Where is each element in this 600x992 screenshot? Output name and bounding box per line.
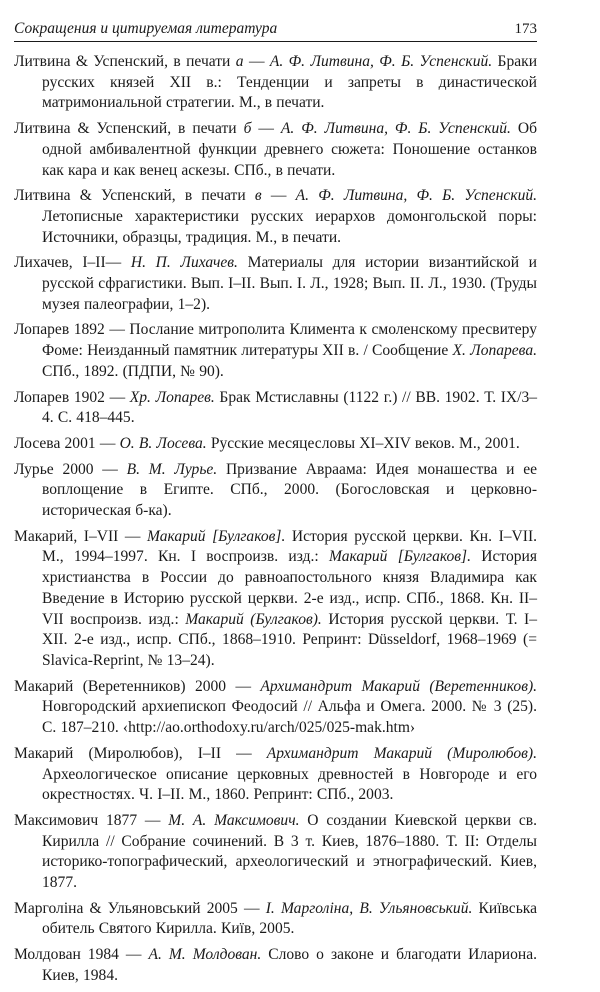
entry-author: Хр. Лопарев. [129, 388, 215, 406]
entry-author: А. Ф. Литвина, Ф. Б. Успенский. [269, 53, 493, 70]
bibliography-entry [14, 811, 537, 894]
entry-dash: — [261, 187, 296, 205]
entry-dash: — [118, 527, 148, 545]
entry-author: А. М. Молдован. [148, 946, 262, 964]
bibliography-entry [14, 945, 537, 986]
entry-text: Призвание Авраама: Идея монашества и ее воплощение в Египте. СПб., 2000. (Богословская и церковно-историческая б-ка). [42, 460, 537, 520]
bibliography-entry [14, 460, 537, 522]
entry-key-letter: а [235, 53, 244, 70]
entry-dash: — [118, 946, 149, 964]
entry-key: Лопарев 1902 [14, 388, 105, 406]
entry-author: Макарий [Булгаков]. [147, 527, 286, 545]
bibliography-entry [14, 744, 537, 806]
entry-author: Архимандрит Макарий (Веретенников). [260, 677, 538, 695]
entry-dash: — [105, 254, 131, 272]
entry-dash: — [251, 120, 281, 138]
bibliography-entry [14, 434, 537, 455]
bibliography-entry [14, 320, 537, 382]
entry-text: О создании Киевской церкви св. Кирилла // Собрание сочинений. В 3 т. Киев, 1876–1880. Т. II: Отделы историко-топографический, археологический и этнографический. Киев, 1877. [42, 811, 538, 892]
entry-text: Брак Мстиславны (1122 г.) // ВВ. 1902. Т. IX/3–4. С. 418–445. [42, 388, 537, 427]
entry-dash: — [237, 899, 266, 917]
entry-key-letter: б [243, 120, 252, 138]
entry-dash: — [137, 811, 169, 829]
entry-key: Лопарев 1892 [14, 321, 105, 339]
running-head [14, 12, 537, 42]
entry-key: Литвина & Успенский, в печати [14, 120, 244, 138]
entry-key-letter: в [254, 187, 262, 205]
entry-text: Материалы для истории византийской и русской сфрагистики. Вып. I–II. Вып. I. Л., 1928; Вып. II. Л., 1930. (Труды музея палеографии, 1–2). [42, 254, 538, 313]
entry-text: История русской церкви. Кн. I–VII. М., 1994–1997. Кн. I воспроизв. изд.: [42, 527, 538, 566]
entry-key: Макарий (Веретенников) 2000 [14, 677, 227, 695]
entry-dash: — [221, 744, 267, 762]
bibliography-entry [14, 186, 537, 248]
entry-text: Об одной амбивалентной функции древнего сюжета: Поношение останков как кара и как венец аскезы. СПб., в печати. [42, 120, 538, 179]
entry-text: Слово о законе и благодати Илариона. Киев, 1984. [42, 946, 537, 984]
bibliography-entry [14, 52, 537, 114]
entry-author: Х. Лопарева. [452, 342, 537, 360]
bibliography-entry [14, 253, 537, 315]
bibliography-list [14, 52, 537, 987]
entry-dash: — [95, 434, 120, 452]
entry-author: В. М. Лурье. [126, 460, 218, 478]
entry-dash: — [93, 460, 127, 478]
entry-key: Марголіна & Ульяновський 2005 [14, 899, 238, 917]
entry-author: О. В. Лосева. [119, 434, 207, 452]
entry-text: Археологическое описание церковных древностей в Новгороде и его окрестностях. Ч. I–II. М., 1860. Репринт: СПб., 2003. [42, 765, 537, 804]
entry-key: Литвина & Успенский, в печати [14, 187, 255, 205]
entry-text: Новгородский архиепископ Феодосий // Альфа и Омега. 2000. № 3 (25). С. 187–210. ‹http://ao.orthodoxy.ru/arch/025/025-mak.htm› [42, 698, 537, 737]
page-number: 173 [514, 21, 537, 37]
running-head-title: Сокращения и цитируемая литература [14, 20, 278, 37]
entry-text: Летописные характеристики русских иерархов домонгольской поры: Источники, образцы, традиция. М., в печати. [42, 207, 537, 246]
entry-key: Литвина & Успенский, в печати [14, 53, 236, 70]
entry-key: Максимович 1877 [14, 811, 138, 829]
entry-key: Макарий (Миролюбов), I–II [14, 744, 222, 762]
entry-author: Макарий [Булгаков]. [328, 548, 471, 566]
bibliography-entry [14, 527, 537, 672]
entry-text: СПб., 1892. (ПДПИ, № 90). [42, 362, 224, 380]
entry-dash: — [243, 53, 270, 70]
entry-dash: — [104, 321, 130, 339]
entry-dash: — [104, 388, 130, 406]
entry-text: Київська обитель Святого Кирилла. Київ, 2005. [42, 899, 537, 938]
entry-key: Молдован 1984 [14, 946, 119, 964]
bibliography-entry [14, 119, 537, 181]
bibliography-entry [14, 388, 537, 429]
entry-key: Лосева 2001 [14, 434, 96, 452]
entry-author: І. Марголіна, В. Ульяновський. [265, 899, 473, 917]
entry-text: Браки русских князей XII в.: Тенденции и запреты в династической матримониальной стратегии. М., в печати. [42, 53, 538, 112]
entry-dash: — [226, 677, 261, 695]
entry-key: Лурье 2000 [14, 460, 94, 478]
entry-text: История русской церкви. Т. I–XII. 2-е изд., испр. СПб., 1868–1910. Репринт: Düsseldorf, 1968–1969 (= Slavica-Reprint, № 13–24). [42, 610, 537, 669]
entry-text: Послание митрополита Климента к смоленскому пресвитеру Фоме: Неизданный памятник литературы XII в. / Сообщение [42, 321, 537, 360]
entry-author: Архимандрит Макарий (Миролюбов). [266, 744, 537, 762]
entry-text: История христианства в России до равноапостольного князя Владимира как Введение в Историю русской церкви. 2-е изд., испр. СПб., 1868. Кн. II–VII воспроизв. изд.: [42, 548, 538, 628]
entry-author: М. А. Максимович. [168, 811, 300, 829]
entry-author: Макарий (Булгаков). [185, 610, 322, 628]
document-page [14, 12, 537, 992]
entry-text: Русские месяцесловы XI–XIV веков. М., 2001. [206, 434, 520, 452]
entry-author: А. Ф. Литвина, Ф. Б. Успенский. [295, 187, 538, 205]
bibliography-entry [14, 899, 537, 940]
bibliography-entry [14, 677, 537, 739]
entry-author: А. Ф. Литвина, Ф. Б. Успенский. [280, 120, 511, 138]
entry-key: Лихачев, I–II [14, 254, 106, 272]
entry-author: Н. П. Лихачев. [130, 254, 238, 272]
entry-key: Макарий, I–VII [14, 527, 119, 545]
